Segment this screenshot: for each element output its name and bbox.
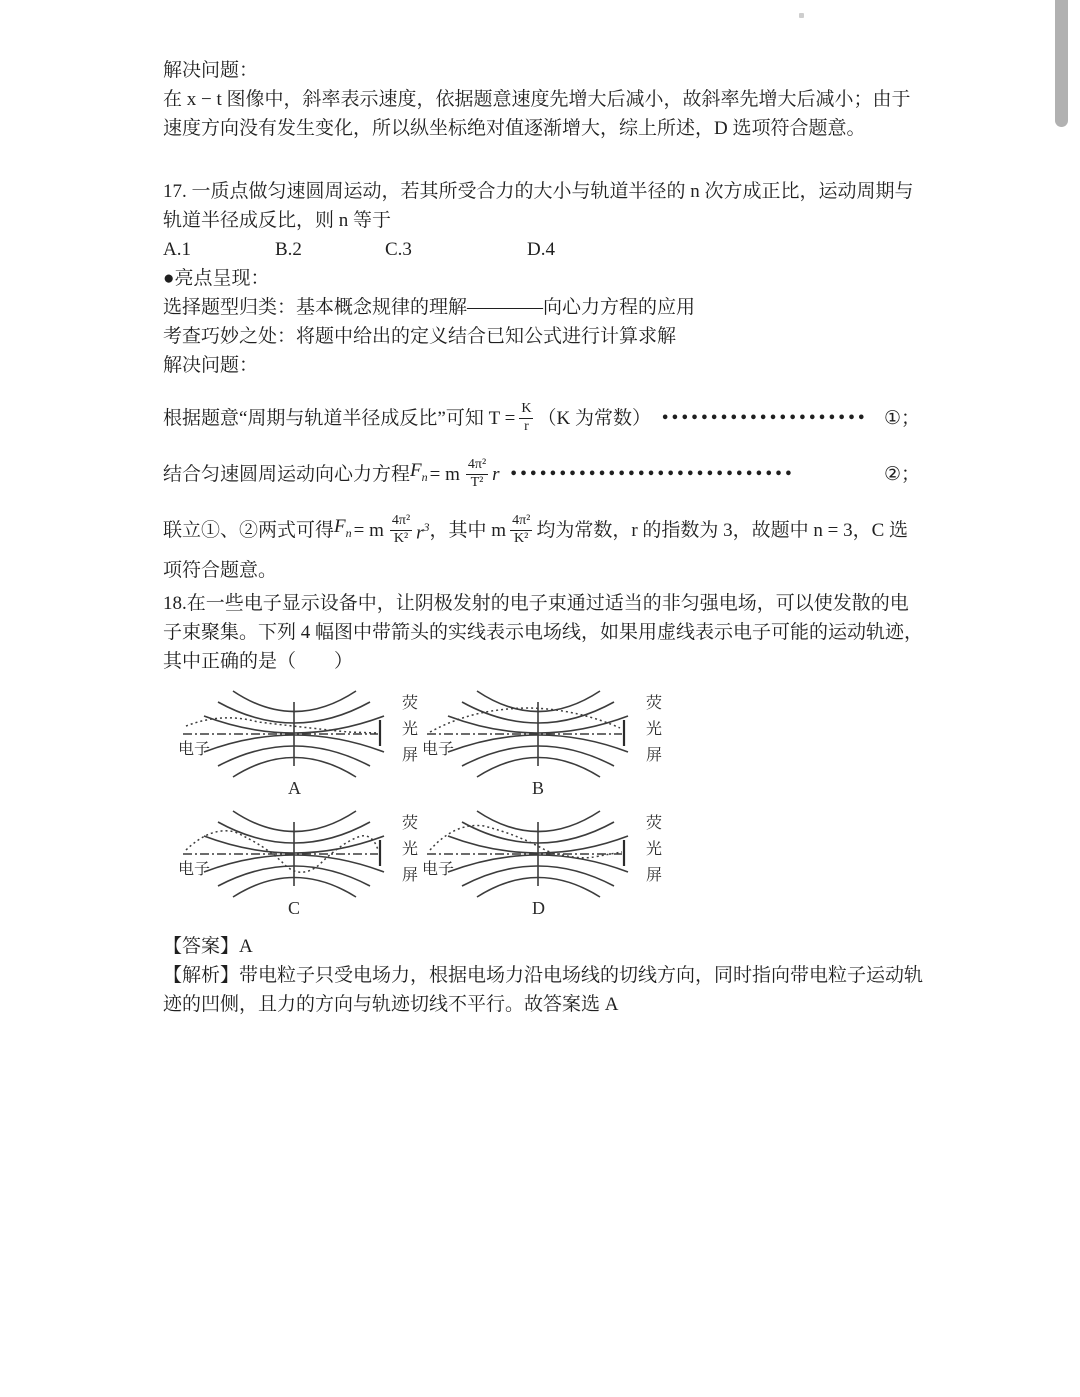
eq2-r: r [492, 463, 500, 485]
q18-stem-line: 其中正确的是（ ） [163, 651, 354, 672]
q18-stem-line: 18.在一些电子显示设备中，让阴极发射的电子束通过适当的非匀强电场，可以使发散的电 [163, 593, 909, 614]
fluorescent-screen-label: 光 [402, 841, 419, 858]
q17-stem-line: 轨道半径成反比，则 n 等于 [163, 210, 392, 231]
eq3-equals: = m [353, 519, 384, 541]
eq3-fraction-2: $\frac{\text{4π²}}{\text{K²}}$ [512, 513, 531, 546]
eq3-force-symbol: $F_n$ [334, 516, 352, 540]
fluorescent-screen-label: 荧 [402, 815, 419, 832]
eq2-tag: ②； [883, 463, 920, 485]
eq1-suffix: （K 为常数） [537, 407, 651, 429]
electron-label: 电子 [422, 741, 455, 758]
fluorescent-screen-label: 光 [646, 841, 663, 858]
q17-option-a: A.1 [163, 239, 191, 260]
field-diagram-A [178, 688, 422, 798]
fluorescent-screen-label: 屏 [402, 747, 419, 764]
eq1-prefix: 根据题意“周期与轨道半径成反比”可知 T = [163, 407, 516, 429]
q17-classify-line: 选择题型归类：基本概念规律的理解————向心力方程的应用 [163, 297, 696, 318]
q18-answer-row [163, 932, 920, 961]
q18-analysis-line [163, 961, 924, 990]
q16-solution-line: 在 x − t 图像中，斜率表示速度，依据题意速度先增大后减小，故斜率先增大后减小；由于 [163, 89, 911, 110]
answer-value: A [239, 936, 253, 957]
eq1-fraction: $\frac{K}{r}$ [521, 401, 532, 434]
q17-equation-3 [163, 504, 920, 556]
diagram-letter: C [288, 898, 301, 918]
eq3-r-cubed: $r^3$ [416, 519, 430, 544]
answer-label: 【答案】 [163, 936, 240, 957]
q18-stem-line: 子束聚集。下列 4 幅图中带箭头的实线表示电场线，如果用虚线表示电子可能的运动轨迹， [163, 622, 924, 643]
trajectory-path [430, 708, 620, 732]
fluorescent-screen-label: 光 [402, 721, 419, 738]
fluorescent-screen-label: 荧 [402, 695, 419, 712]
eq2-prefix: 结合匀速圆周运动向心力方程 [163, 463, 411, 485]
field-diagram-D [422, 808, 666, 918]
eq2-fraction: $\frac{\text{4π²}}{\text{T²}}$ [467, 457, 487, 490]
q16-solution-line: 速度方向没有发生变化，所以纵坐标绝对值逐渐增大，综上所述，D 选项符合题意。 [163, 118, 866, 139]
q17-option-d: D.4 [527, 239, 555, 260]
fluorescent-screen-label: 屏 [646, 867, 663, 884]
q17-solve-heading: 解决问题： [163, 355, 259, 376]
fluorescent-screen-label: 荧 [646, 695, 663, 712]
electron-label: 电子 [178, 861, 211, 878]
electron-label: 电子 [178, 741, 211, 758]
q18-field-diagrams [178, 688, 920, 918]
q17-equation-1 [163, 390, 920, 446]
q17-equation-2 [163, 446, 920, 502]
stray-mark [799, 13, 804, 18]
fluorescent-screen-label: 光 [646, 721, 663, 738]
analysis-text: 带电粒子只受电场力，根据电场力沿电场线的切线方向，同时指向带电粒子运动轨 [239, 965, 924, 986]
eq2-force-symbol: $F_n$ [410, 460, 428, 484]
eq3-mid1: ，其中 m [429, 519, 507, 541]
fluorescent-screen-label: 荧 [646, 815, 663, 832]
q17-option-c: C.3 [385, 239, 412, 260]
fluorescent-screen-label: 屏 [402, 867, 419, 884]
q17-stem-line: 17. 一质点做匀速圆周运动，若其所受合力的大小与轨道半径的 n 次方成正比，运动周期与 [163, 181, 914, 202]
q16-solve-heading: 解决问题： [163, 60, 259, 81]
electron-label: 电子 [422, 861, 455, 878]
eq1-tag: ①； [883, 407, 920, 429]
fluorescent-screen-label: 屏 [646, 747, 663, 764]
field-diagram-B [422, 688, 666, 798]
eq1-dot-leader: ••••••••••••••••••••• [660, 410, 867, 426]
q17-equation-3-tail: 项符合题意。 [163, 560, 278, 581]
diagram-letter: B [532, 778, 545, 798]
analysis-label: 【解析】 [163, 965, 240, 986]
q17-option-b: B.2 [275, 239, 302, 260]
q17-options-row [163, 235, 920, 264]
diagram-letter: D [532, 898, 545, 918]
eq3-fraction-1: $\frac{\text{4π²}}{\text{K²}}$ [391, 513, 411, 546]
scrollbar-thumb[interactable] [1055, 0, 1068, 127]
q18-analysis-line: 迹的凹侧，且力的方向与轨迹切线不平行。故答案选 A [163, 994, 619, 1015]
q17-highlight-heading: ●亮点呈现： [163, 268, 270, 289]
q17-exam-point-line: 考查巧妙之处：将题中给出的定义结合已知公式进行计算求解 [163, 326, 677, 347]
eq3-mid2: 均为常数，r 的指数为 3，故题中 n = 3，C 选 [536, 519, 909, 541]
diagram-letter: A [288, 778, 301, 798]
eq2-dot-leader: ••••••••••••••••••••••••••••• [509, 466, 795, 482]
eq2-equals: = m [429, 463, 460, 485]
field-diagram-C [178, 808, 422, 918]
eq3-prefix: 联立①、②两式可得 [163, 519, 335, 541]
